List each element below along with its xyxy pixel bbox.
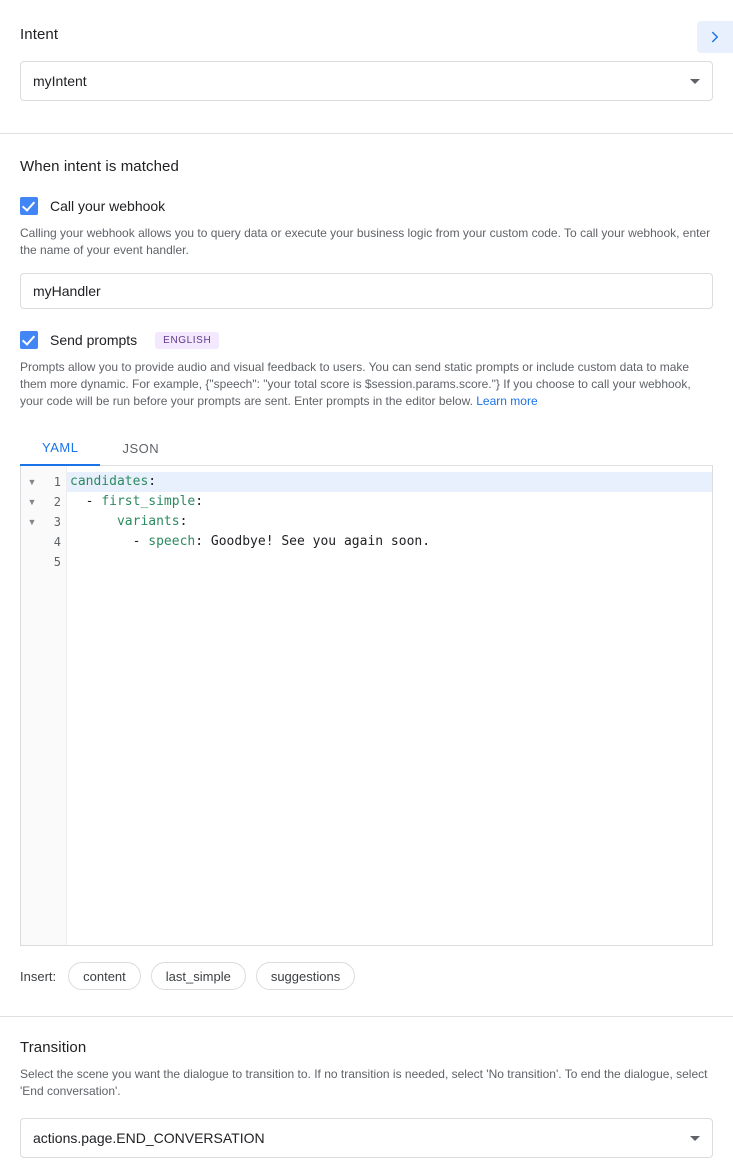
learn-more-link[interactable]: Learn more (476, 394, 538, 408)
code-token: Goodbye! See you again soon. (210, 534, 431, 549)
expand-panel-button[interactable] (697, 21, 733, 53)
editor-fold-column (21, 466, 43, 945)
editor-code-area[interactable] (67, 466, 712, 945)
call-webhook-row[interactable] (20, 197, 713, 215)
code-token: first_simple (101, 494, 196, 509)
tab-json[interactable]: JSON (122, 440, 160, 456)
fold-marker[interactable]: ▼ (27, 477, 37, 487)
intent-select[interactable] (20, 61, 713, 101)
editor-line-numbers (43, 466, 67, 945)
code-token: : (195, 494, 204, 509)
code-line (67, 532, 712, 552)
insert-chip-suggestions[interactable]: suggestions (256, 962, 355, 990)
fold-marker[interactable]: ▼ (27, 517, 37, 527)
line-number: 4 (53, 535, 61, 549)
insert-label: Insert: (20, 968, 57, 984)
transition-help: Select the scene you want the dialogue to transition to. If no transition is needed, select 'No transition'. To end the dialogue, select 'End conversation'. (20, 1067, 708, 1098)
send-prompts-help (20, 359, 713, 410)
intent-section (0, 0, 733, 101)
code-line (67, 492, 712, 512)
transition-section (0, 1017, 733, 1158)
code-line (67, 552, 712, 572)
call-webhook-help: Calling your webhook allows you to query data or execute your business logic from your custom code. To call your webhook, enter the name of your event handler. (20, 226, 711, 257)
insert-chip-content[interactable]: content (68, 962, 141, 990)
chevron-down-icon (690, 79, 700, 84)
call-webhook-checkbox[interactable] (20, 197, 38, 215)
line-number: 2 (53, 495, 61, 509)
tab-yaml[interactable]: YAML (20, 430, 100, 466)
send-prompts-row[interactable] (20, 331, 713, 349)
code-token (70, 514, 117, 529)
fold-marker (21, 532, 43, 552)
code-line (67, 472, 712, 492)
intent-header (20, 0, 713, 43)
code-line (67, 512, 712, 532)
send-prompts-help-text: Prompts allow you to provide audio and visual feedback to users. You can send static prompts or include custom data to make them more dynamic. For example, {"speech": "your total score is $session.params.score."} If you choose to call your webhook, your code will be run before your prompts are sent. Enter prompts in the editor below. (20, 360, 691, 408)
code-token: candidates (70, 474, 149, 489)
intent-title: Intent (20, 26, 59, 43)
chevron-down-icon (690, 1136, 700, 1141)
code-token: - (70, 534, 149, 549)
editor-format-tabs (20, 430, 713, 466)
code-token: speech (148, 534, 196, 549)
language-badge: ENGLISH (155, 332, 219, 349)
transition-select[interactable] (20, 1118, 713, 1158)
line-number: 3 (53, 515, 61, 529)
transition-title: Transition (20, 1039, 87, 1056)
line-number: 1 (53, 475, 61, 489)
send-prompts-label: Send prompts (50, 332, 138, 348)
intent-matched-title: When intent is matched (20, 158, 179, 175)
insert-chip-last-simple[interactable]: last_simple (151, 962, 246, 990)
event-handler-value: myHandler (33, 283, 101, 299)
call-webhook-label: Call your webhook (50, 198, 166, 214)
prompt-code-editor[interactable] (20, 466, 713, 946)
code-token: : (179, 514, 188, 529)
fold-marker[interactable]: ▼ (27, 497, 37, 507)
insert-chips-row (20, 962, 713, 990)
chevron-right-icon (706, 28, 724, 46)
line-number: 5 (53, 555, 61, 569)
send-prompts-checkbox[interactable] (20, 331, 38, 349)
code-token: : (195, 534, 211, 549)
intent-select-value: myIntent (33, 73, 87, 89)
fold-marker (21, 552, 43, 572)
intent-matched-section (0, 134, 733, 990)
event-handler-input[interactable] (20, 273, 713, 309)
code-token: variants (116, 514, 180, 529)
code-token: : (148, 474, 157, 489)
code-token: - (70, 494, 102, 509)
transition-select-value: actions.page.END_CONVERSATION (33, 1130, 265, 1146)
